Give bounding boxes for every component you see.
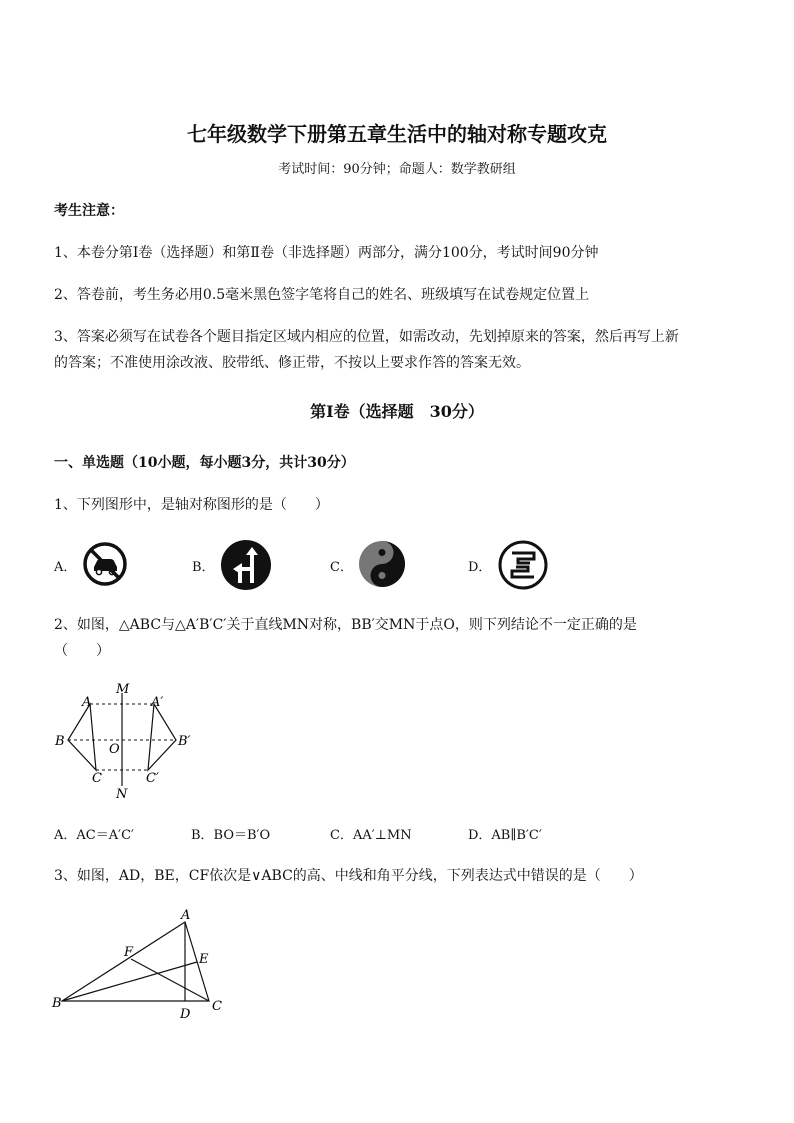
no-car-sign-icon bbox=[80, 539, 130, 589]
label-o: O bbox=[109, 742, 120, 757]
question-2-stem: 2、如图，△ABC与△A′B′C′关于直线MN对称，BB′交MN于点O，则下列结论不一定正确的是 bbox=[54, 617, 637, 633]
label-b: B bbox=[52, 996, 62, 1011]
q1-option-c-label: C． bbox=[330, 560, 353, 575]
section-title: 第Ⅰ卷（选择题 30分） bbox=[310, 402, 484, 421]
label-c: C bbox=[92, 771, 102, 786]
label-b-prime: B′ bbox=[178, 734, 191, 749]
exam-info: 考试时间：90分钟；命题人：数学教研组 bbox=[278, 162, 516, 177]
q2-option-a: A．AC＝A′C′ bbox=[54, 828, 134, 843]
label-d: D bbox=[180, 1007, 191, 1022]
notice-item-1: 1、本卷分第Ⅰ卷（选择题）和第Ⅱ卷（非选择题）两部分，满分100分，考试时间90分钟 bbox=[54, 245, 599, 261]
triangle-figure bbox=[50, 905, 230, 1025]
q1-option-b-label: B． bbox=[192, 560, 215, 575]
notice-item-3-cont: 的答案；不准使用涂改液、胶带纸、修正带，不按以上要求作答的答案无效。 bbox=[54, 355, 530, 371]
label-f: F bbox=[124, 945, 134, 960]
turn-arrow-sign-icon bbox=[220, 539, 272, 591]
label-b: B bbox=[55, 734, 65, 749]
label-a: A bbox=[181, 908, 191, 923]
label-a-prime: A′ bbox=[151, 695, 164, 710]
part-heading: 一、单选题（10小题，每小题3分，共计30分） bbox=[54, 455, 355, 471]
label-c-prime: C′ bbox=[146, 771, 159, 786]
label-n: N bbox=[116, 787, 128, 802]
q2-option-d: D．AB∥B′C′ bbox=[468, 828, 542, 843]
label-a: A bbox=[82, 695, 92, 710]
question-3-stem: 3、如图，AD，BE，CF依次是∨ABC的高、中线和角平分线，下列表达式中错误的是（ ） bbox=[54, 868, 643, 884]
label-m: M bbox=[116, 682, 130, 697]
notice-item-2: 2、答卷前，考生务必用0.5毫米黑色签字笔将自己的姓名、班级填写在试卷规定位置上 bbox=[54, 287, 590, 303]
q2-option-c: C．AA′⊥MN bbox=[330, 828, 412, 843]
question-2-stem-cont: （ ） bbox=[54, 643, 110, 659]
yin-yang-icon bbox=[357, 539, 407, 589]
q1-option-a-label: A． bbox=[54, 560, 77, 575]
label-e: E bbox=[199, 952, 209, 967]
q1-option-d-label: D． bbox=[468, 560, 492, 575]
question-1-stem: 1、下列图形中，是轴对称图形的是（ ） bbox=[54, 497, 329, 513]
notice-item-3: 3、答案必须写在试卷各个题目指定区域内相应的位置，如需改动，先划掉原来的答案，然后再写上新 bbox=[54, 329, 679, 345]
bank-logo-icon bbox=[497, 539, 549, 591]
notice-heading: 考生注意： bbox=[54, 203, 124, 219]
page-title: 七年级数学下册第五章生活中的轴对称专题攻克 bbox=[187, 122, 607, 146]
q2-option-b: B．BO＝B′O bbox=[191, 828, 271, 843]
symmetry-figure bbox=[52, 678, 202, 803]
label-c: C bbox=[212, 999, 222, 1014]
